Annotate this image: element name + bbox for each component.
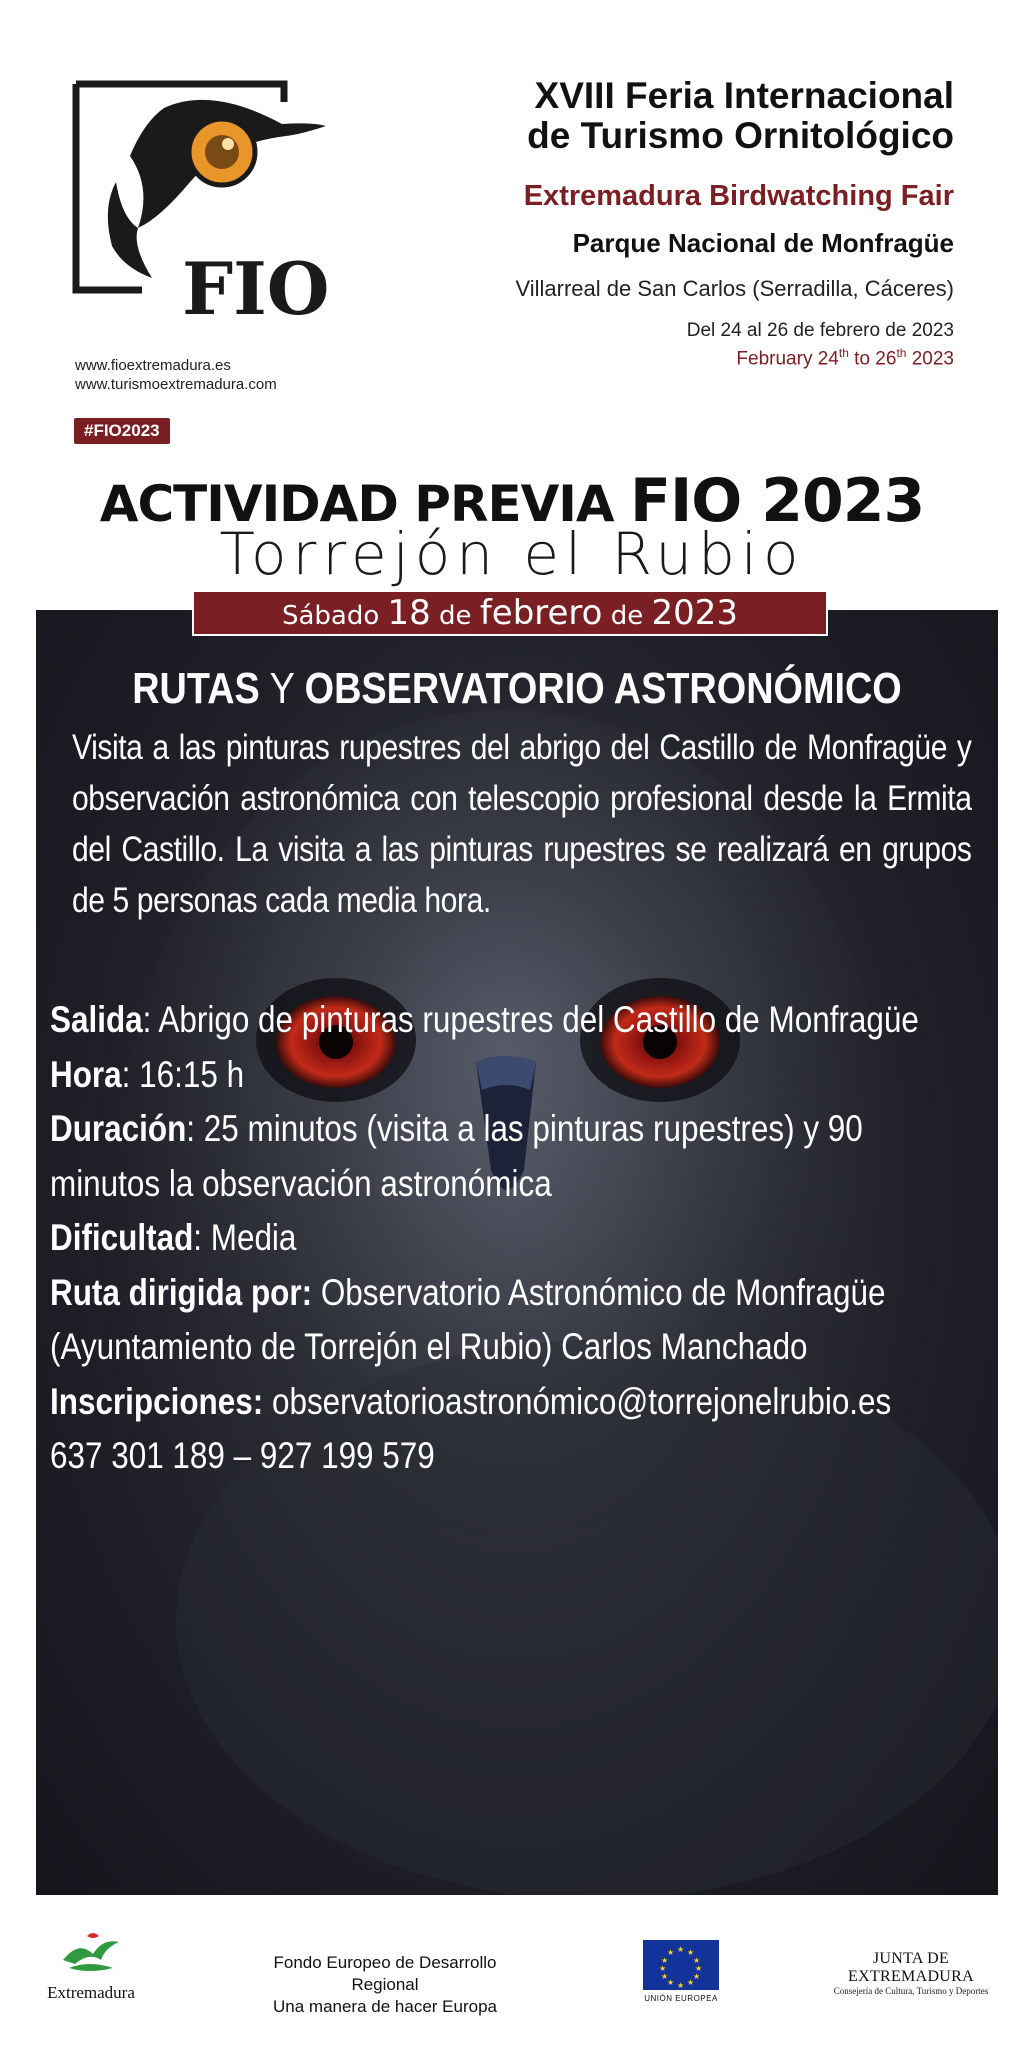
park-name: Parque Nacional de Monfragüe: [572, 228, 954, 258]
contact-email[interactable]: observatorioastronómico@torrejonelrubio.es: [271, 1380, 892, 1422]
detail-duracion-cont: minutos la observación astronómica: [50, 1162, 552, 1204]
activity-description: Visita a las pinturas rupestres del abrigo del Castillo de Monfragüe y observación astronómica con telescopio profesional desde la Ermita del Castillo. La visita a las pinturas rupestres se realizará en grupos de 5 personas cada media hora.: [72, 728, 972, 920]
eagle-eye-logo-icon: [72, 78, 332, 328]
fair-title-line2: de Turismo Ornitológico: [527, 115, 954, 156]
detail-ruta-dirigida-cont: (Ayuntamiento de Torrejón el Rubio) Carlos Manchado: [50, 1326, 808, 1367]
event-title: ACTIVIDAD PREVIA FIO 2023: [99, 466, 925, 536]
activity-title: RUTAS Y OBSERVATORIO ASTRONÓMICO: [132, 664, 902, 713]
event-date-banner: Sábado 18 de febrero de 2023: [192, 590, 828, 636]
event-place: Torrejón el Rubio: [219, 520, 805, 588]
fair-subtitle-en: Extremadura Birdwatching Fair: [523, 180, 954, 212]
fair-dates-en: February 24th to 26th 2023: [736, 346, 954, 370]
website-links: [75, 356, 277, 394]
fio-logo: [72, 78, 332, 328]
detail-hora: Hora: 16:15 h: [50, 1053, 245, 1095]
detail-dificultad: Dificultad: Media: [50, 1217, 297, 1258]
detail-ruta-dirigida: Ruta dirigida por: Observatorio Astronómico de Monfragüe: [50, 1271, 886, 1313]
url-fio[interactable]: www.fioextremadura.es: [75, 357, 231, 374]
activity-details: [50, 993, 968, 1484]
extremadura-bird-icon: [59, 1930, 123, 1976]
hashtag-badge: #FIO2023: [74, 418, 170, 444]
eu-flag-icon: ★ ★ ★ ★ ★ ★ ★ ★ ★ ★ ★ ★: [643, 1940, 719, 1990]
feder-text: Fondo Europeo de Desarrollo Regional Una manera de hacer Europa: [273, 1953, 497, 2016]
svg-text:FIO: FIO: [182, 246, 330, 328]
detail-inscripciones: Inscripciones: observatorioastronómico@torrejonelrubio.es: [50, 1380, 892, 1422]
eu-flag-logo: ★ ★ ★ ★ ★ ★ ★ ★ ★ ★ ★ ★ UNIÓN EUROPEA: [640, 1940, 722, 2003]
url-turismo[interactable]: www.turismoextremadura.com: [75, 376, 277, 393]
fair-title: [527, 76, 954, 156]
detail-phones: [50, 1429, 968, 1484]
fair-title-line1: XVIII Feria Internacional: [534, 75, 954, 116]
fair-location: Villarreal de San Carlos (Serradilla, Cáceres): [515, 276, 954, 301]
fair-dates-es: Del 24 al 26 de febrero de 2023: [686, 320, 954, 341]
detail-duracion: Duración: 25 minutos (visita a las pinturas rupestres) y 90: [50, 1108, 863, 1149]
junta-extremadura-logo: JUNTA DE EXTREMADURA Consejería de Cultura, Turismo y Deportes: [833, 1950, 989, 1996]
contact-phones[interactable]: 637 301 189 – 927 199 579: [50, 1435, 435, 1476]
extremadura-logo: Extremadura: [36, 1930, 146, 2003]
detail-salida: Salida: Abrigo de pinturas rupestres del Castillo de Monfragüe: [50, 999, 919, 1040]
